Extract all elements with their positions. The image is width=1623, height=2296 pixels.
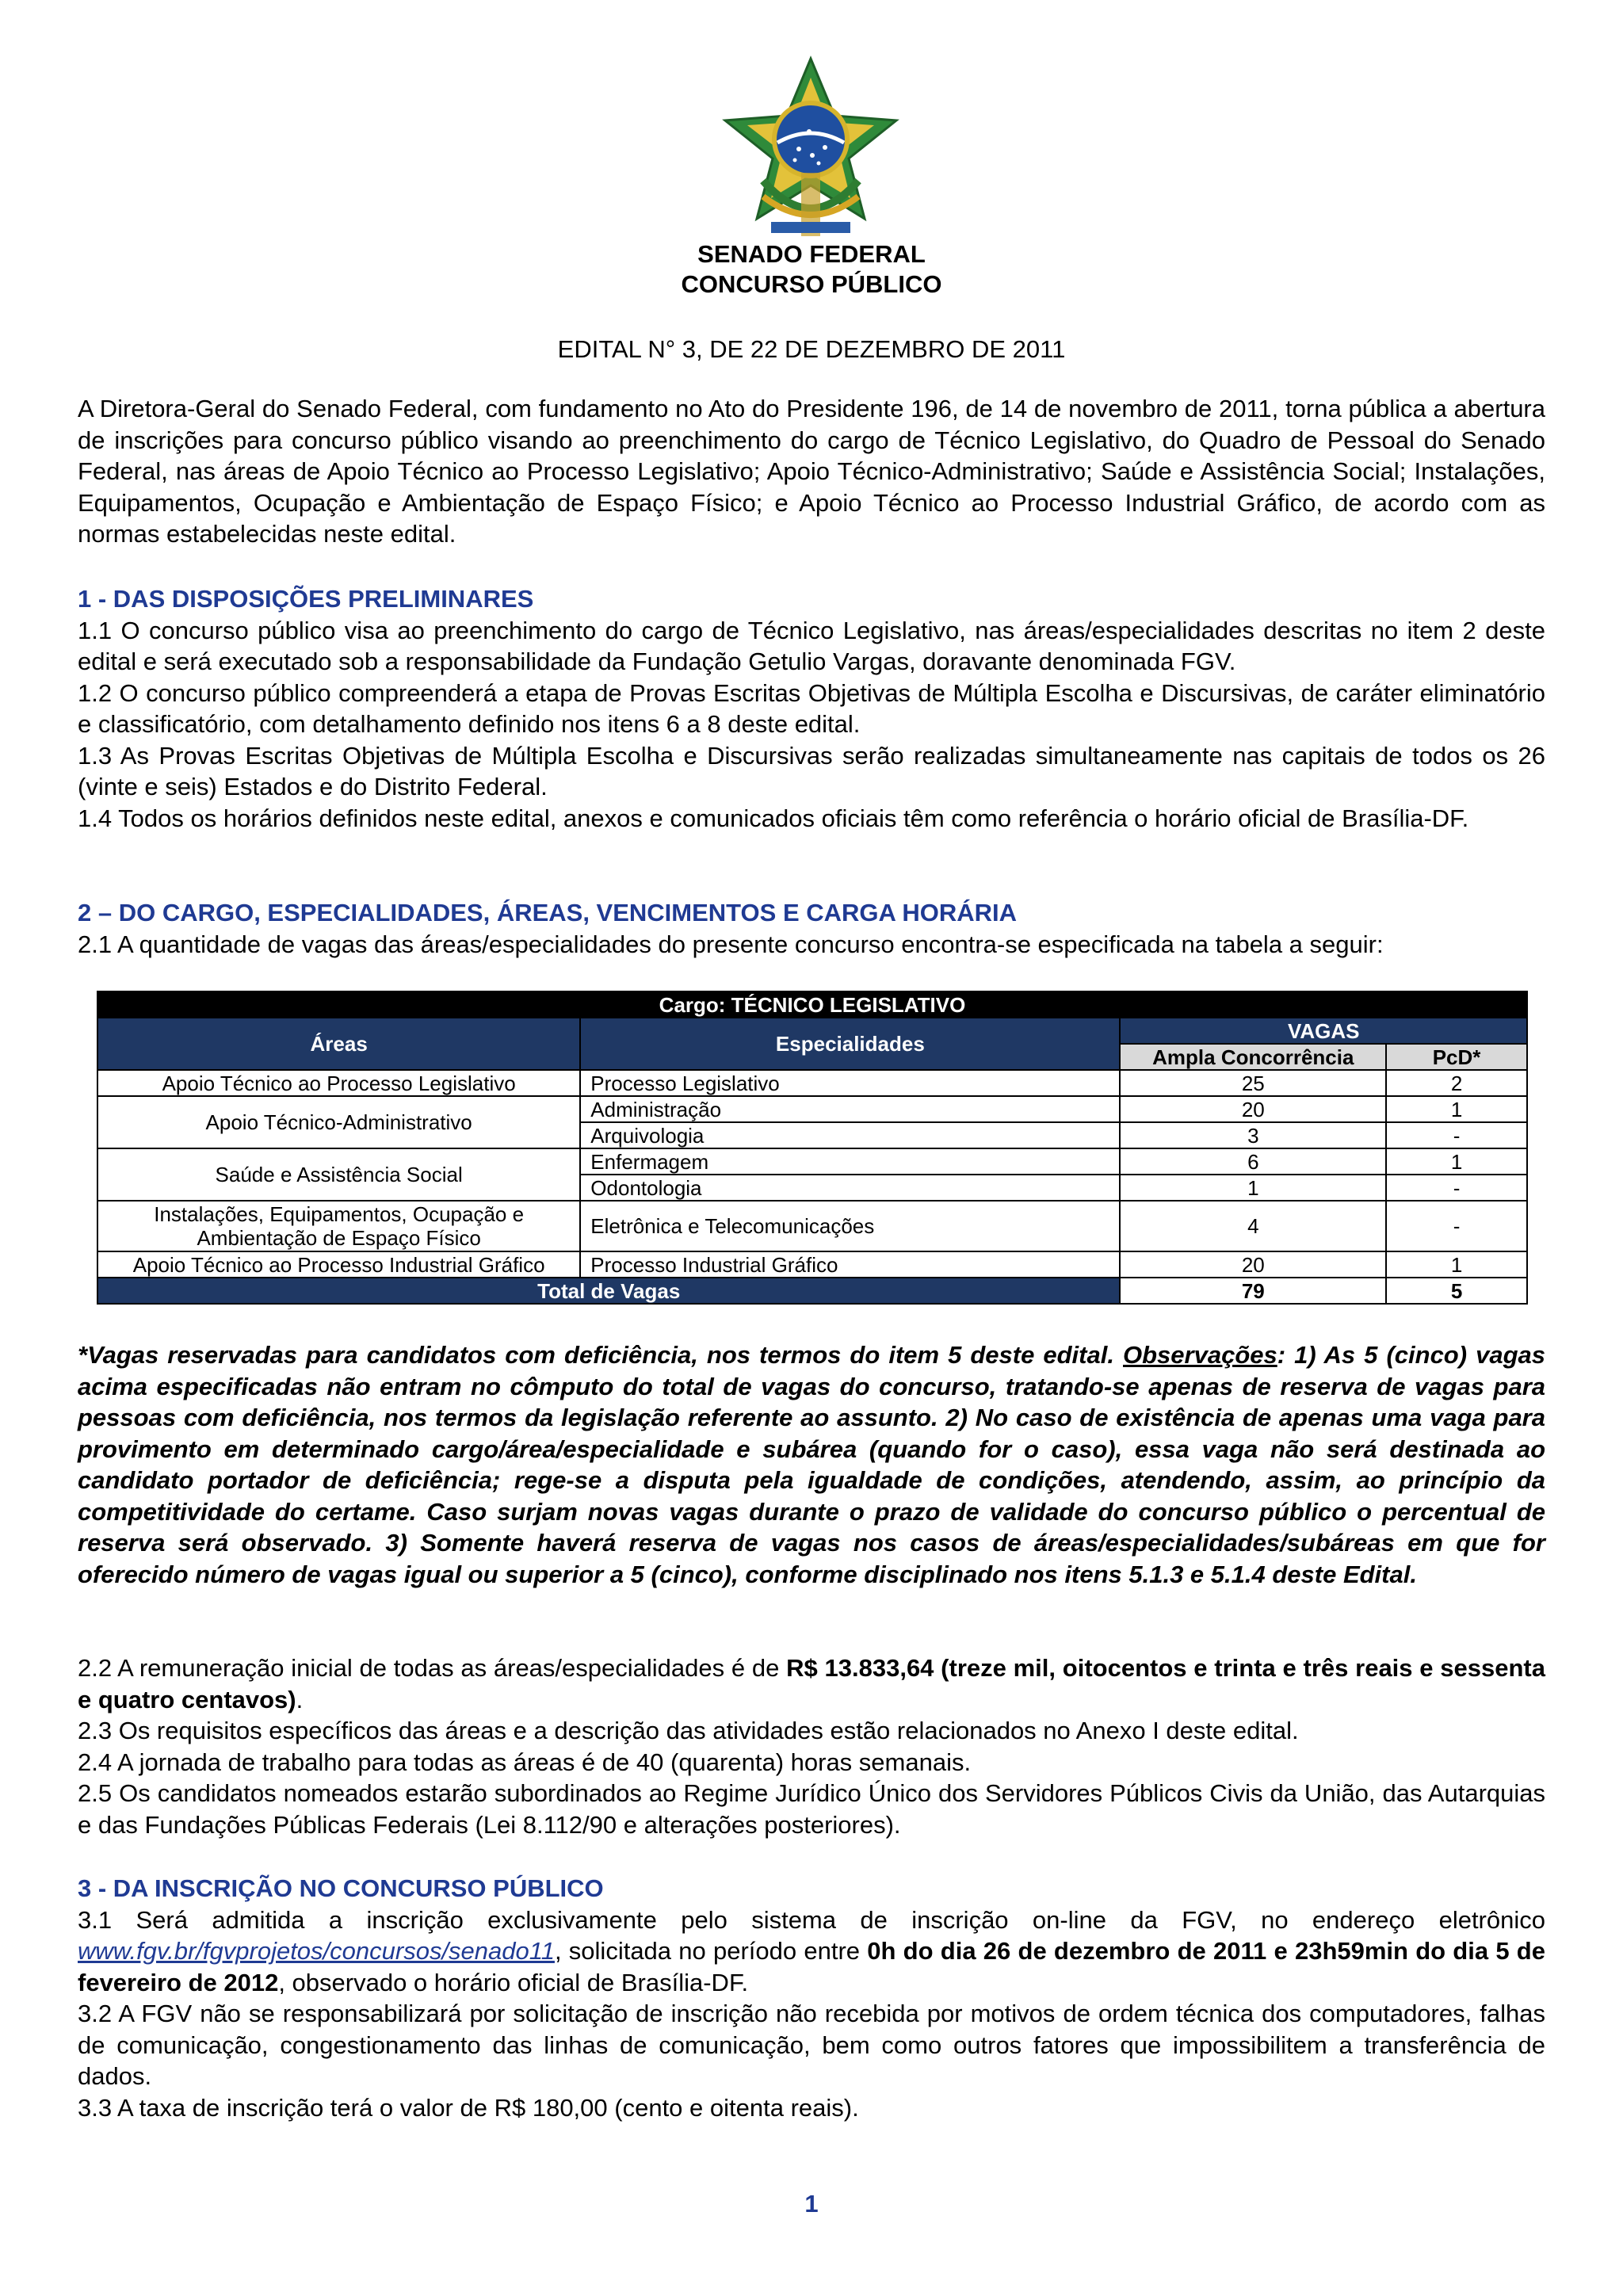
total-label: Total de Vagas [97,1278,1120,1304]
table-total-row [97,1278,1527,1304]
col-header-ampla: Ampla Concorrência [1120,1044,1386,1070]
fgv-registration-link[interactable]: www.fgv.br/fgvprojetos/concursos/senado11 [78,1937,555,1965]
cell-especialidade: Odontologia [580,1175,1120,1201]
cell-area: Apoio Técnico ao Processo Industrial Gráfico [97,1251,580,1278]
cell-ampla: 20 [1120,1251,1386,1278]
paragraph-2-2 [78,1652,1545,1715]
col-header-areas: Áreas [97,1018,580,1070]
paragraph-3-1 [78,1904,1545,1999]
cell-pcd: 2 [1386,1070,1527,1096]
cell-pcd: - [1386,1122,1527,1148]
col-header-pcd: PcD* [1386,1044,1527,1070]
cell-ampla: 4 [1120,1201,1386,1251]
paragraph-2-4: 2.4 A jornada de trabalho para todas as áreas é de 40 (quarenta) horas semanais. [78,1748,972,1776]
cell-area: Instalações, Equipamentos, Ocupação e Ambientação de Espaço Físico [97,1201,580,1251]
cell-especialidade: Enfermagem [580,1148,1120,1175]
total-pcd: 5 [1386,1278,1527,1304]
cell-especialidade: Arquivologia [580,1122,1120,1148]
cell-pcd: - [1386,1201,1527,1251]
coat-of-arms-emblem [716,54,906,240]
footnote-intro: *Vagas reservadas para candidatos com deficiência, nos termos do item 5 deste edital. [78,1341,1123,1369]
paragraph-1-1: 1.1 O concurso público visa ao preenchimento do cargo de Técnico Legislativo, nas áreas/especialidades descritas no item 2 deste edital e será executado sob a responsabilidade da Fundação Getulio Vargas, doravante denominada FGV. [78,616,1545,675]
paragraph-2-1: 2.1 A quantidade de vagas das áreas/especialidades do presente concurso encontra-se especificada na tabela a seguir: [78,930,1384,958]
cell-ampla: 1 [1120,1175,1386,1201]
paragraph-2-3: 2.3 Os requisitos específicos das áreas e a descrição das atividades estão relacionados no Anexo I deste edital. [78,1717,1299,1744]
table-row [97,1096,1527,1122]
paragraph-2-2-text: 2.2 A remuneração inicial de todas as áreas/especialidades é de [78,1654,787,1682]
table-row [97,1251,1527,1278]
vacancy-table [97,991,1528,1305]
table-caption: Cargo: TÉCNICO LEGISLATIVO [97,991,1527,1018]
table-row [97,1148,1527,1175]
cell-especialidade: Eletrônica e Telecomunicações [580,1201,1120,1251]
paragraph-3-1-text: 3.1 Será admitida a inscrição exclusivamente pelo sistema de inscrição on-line da FGV, no endereço eletrônico [78,1905,1545,1934]
cell-pcd: 1 [1386,1148,1527,1175]
cell-ampla: 6 [1120,1148,1386,1175]
section-1-title: 1 - DAS DISPOSIÇÕES PRELIMINARES [78,585,534,613]
paragraph-2-2-end: . [296,1685,304,1713]
col-header-especialidades: Especialidades [580,1018,1120,1070]
section-2-title: 2 – DO CARGO, ESPECIALIDADES, ÁREAS, VENCIMENTOS E CARGA HORÁRIA [78,899,1018,926]
cell-especialidade: Administração [580,1096,1120,1122]
org-name: SENADO FEDERAL [697,240,926,268]
cell-pcd: 1 [1386,1096,1527,1122]
cell-ampla: 25 [1120,1070,1386,1096]
paragraph-3-1-end: , observado o horário oficial de Brasília-DF. [278,1968,749,1996]
observacoes-label: Observações [1123,1341,1277,1369]
intro-paragraph: A Diretora-Geral do Senado Federal, com fundamento no Ato do Presidente 196, de 14 de novembro de 2011, torna pública a abertura de inscrições para concurso público visando ao preenchimento do cargo de Técnico Legislativo, do Quadro de Pessoal do Senado Federal, nas áreas de Apoio Técnico ao Processo Legislativo; Apoio Técnico-Administrativo; Saúde e Assistência Social; Instalações, Equipamentos, Ocupação e Ambientação de Espaço Físico; e Apoio Técnico ao Processo Industrial Gráfico, de acordo com as normas estabelecidas neste edital. [78,395,1545,548]
footnote-body: : 1) As 5 (cinco) vagas acima especificadas não entram no cômputo do total de vagas do concurso, tratando-se apenas de reserva de vagas para pessoas com deficiência, nos termos da legislação referente ao assunto. 2) No caso de existência de apenas uma vaga para provimento em determinado cargo/área/especialidade e subárea (quando for o caso), essa vaga não será destinada ao candidato portador de deficiência; rege-se a disputa pela igualdade de condições, atendendo, assim, ao princípio da competitividade do certame. Caso surjam novas vagas durante o prazo de validade do concurso público o percentual de reserva será observado. 3) Somente haverá reserva de vagas nos casos de áreas/especialidades/subáreas em que for oferecido número de vagas igual ou superior a 5 (cinco), conforme disciplinado nos itens 5.1.3 e 5.1.4 deste Edital. [78,1341,1545,1588]
cell-area: Apoio Técnico ao Processo Legislativo [97,1070,580,1096]
paragraph-2-5: 2.5 Os candidatos nomeados estarão subordinados ao Regime Jurídico Único dos Servidores Públicos Civis da União, das Autarquias e das Fundações Públicas Federais (Lei 8.112/90 e alterações posteriores). [78,1779,1545,1839]
salary-amount: R$ 13.833,64 (treze mil, oitocentos e trinta e três reais e sessenta e quatro centavos) [78,1654,1545,1713]
col-header-vagas: VAGAS [1120,1018,1527,1044]
cell-especialidade: Processo Legislativo [580,1070,1120,1096]
cell-area: Apoio Técnico-Administrativo [97,1096,580,1148]
paragraph-3-1-mid: , solicitada no período entre [554,1937,868,1965]
table-caption-row [97,991,1527,1018]
paragraph-1-4: 1.4 Todos os horários definidos neste edital, anexos e comunicados oficiais têm como referência o horário oficial de Brasília-DF. [78,804,1469,832]
section-3-title: 3 - DA INSCRIÇÃO NO CONCURSO PÚBLICO [78,1874,604,1902]
table-header-row [97,1018,1527,1044]
registration-period: 0h do dia 26 de dezembro de 2011 e 23h59min do dia 5 de fevereiro de 2012 [78,1937,1545,1996]
table-row [97,1070,1527,1096]
cell-ampla: 3 [1120,1122,1386,1148]
table-footnote [78,1339,1545,1590]
total-ampla: 79 [1120,1278,1386,1304]
cell-area: Saúde e Assistência Social [97,1148,580,1201]
edital-number: EDITAL N° 3, DE 22 DE DEZEMBRO DE 2011 [557,335,1066,363]
page-number: 1 [804,2190,819,2218]
table-row [97,1201,1527,1251]
paragraph-3-2: 3.2 A FGV não se responsabilizará por solicitação de inscrição não recebida por motivos de ordem técnica dos computadores, falhas de comunicação, congestionamento das linhas de comunicação, bem como outros fatores que impossibilitem a transferência de dados. [78,2000,1545,2090]
paragraph-1-3: 1.3 As Provas Escritas Objetivas de Múltipla Escolha e Discursivas serão realizadas simultaneamente nas capitais de todos os 26 (vinte e seis) Estados e do Distrito Federal. [78,741,1545,800]
paragraph-1-2: 1.2 O concurso público compreenderá a etapa de Provas Escritas Objetivas de Múltipla Escolha e Discursivas, de caráter eliminatório e classificatório, com detalhamento definido nos itens 6 a 8 deste edital. [78,678,1545,738]
paragraph-3-3: 3.3 A taxa de inscrição terá o valor de R$ 180,00 (cento e oitenta reais). [78,2093,859,2122]
cell-pcd: - [1386,1175,1527,1201]
cell-ampla: 20 [1120,1096,1386,1122]
cell-pcd: 1 [1386,1251,1527,1278]
cell-especialidade: Processo Industrial Gráfico [580,1251,1120,1278]
doc-title: CONCURSO PÚBLICO [681,270,942,298]
